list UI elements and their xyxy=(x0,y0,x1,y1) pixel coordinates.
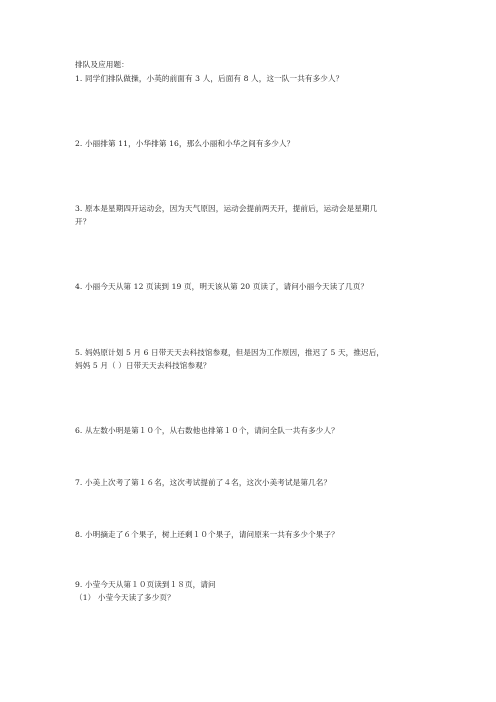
question-7: 7. 小美上次考了第１６名，这次考试提前了４名，这次小美考试是第几名？ xyxy=(75,478,332,487)
question-3-line-1: 3. 原本是星期四开运动会，因为天气原因，运动会提前两天开，提前后，运动会是星期几 xyxy=(75,204,378,213)
question-2: 2. 小丽排第 11，小华排第 16，那么小丽和小华之间有多少人？ xyxy=(75,139,295,148)
question-9-line-1: 9. 小莹今天从第１０页读到１８页，请问 xyxy=(75,580,216,589)
question-4: 4. 小丽今天从第 12 页读到 19 页，明天该从第 20 页读了，请问小丽今天读了几页？ xyxy=(75,282,369,291)
question-5-line-1: 5. 妈妈原计划 5 月 6 日带天天去科技馆参观，但是因为工作原因，推迟了 5 天，推迟后， xyxy=(75,348,385,357)
question-9-sub-1: （1） 小莹今天读了多少页？ xyxy=(75,593,175,602)
question-6: 6. 从左数小明是第１０个，从右数他也排第１０个，请问全队一共有多少人？ xyxy=(75,426,339,435)
question-8: 8. 小明摘走了６个果子，树上还剩１０个果子，请问原来一共有多少个果子？ xyxy=(75,530,339,539)
question-3-line-2: 开？ xyxy=(75,217,91,226)
question-5-line-2: 妈妈 5 月（ ）日带天天去科技馆参观？ xyxy=(75,361,211,370)
question-1: 1. 同学们排队做操，小英的前面有 3 人，后面有 8 人，这一队一共有多少人？ xyxy=(75,74,344,83)
worksheet-title: 排队及应用题： xyxy=(75,60,129,69)
